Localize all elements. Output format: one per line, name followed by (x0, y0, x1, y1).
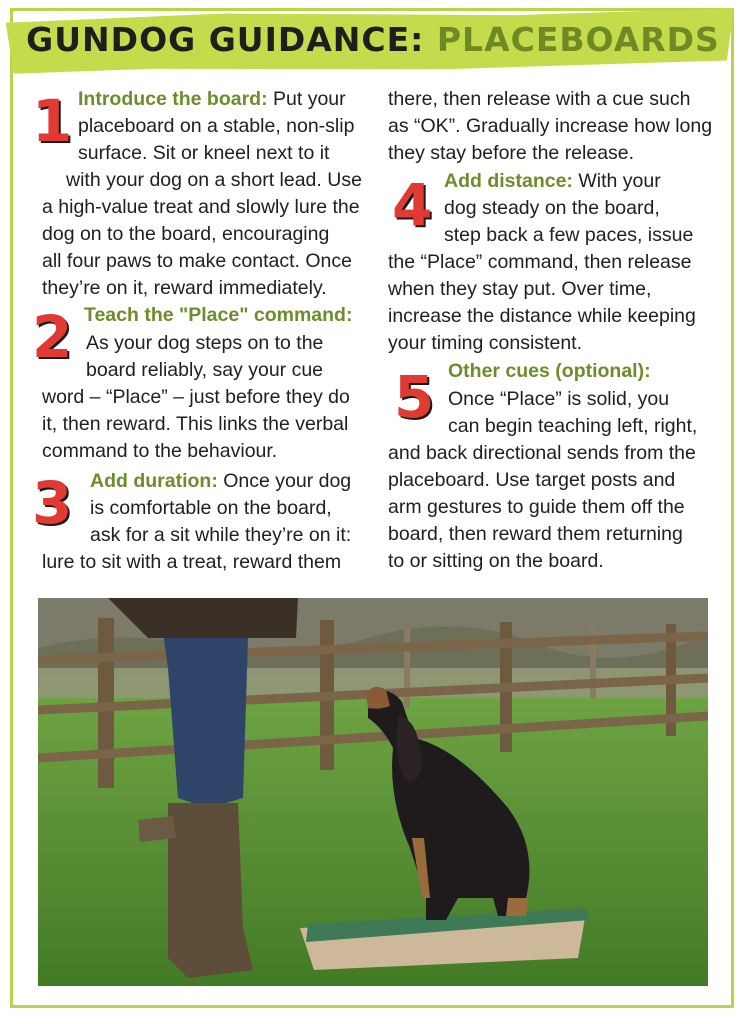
step-heading: Teach the "Place" command: (84, 304, 353, 326)
step-line: all four paws to make contact. Once (42, 250, 352, 272)
step-line: placeboard on a stable, non-slip (78, 115, 355, 137)
step-line: word – “Place” – just before they do (42, 386, 350, 408)
step-line: there, then release with a cue such (388, 88, 691, 110)
step-heading: Add duration: (90, 470, 218, 492)
step-line: placeboard. Use target posts and (388, 469, 676, 491)
step-line: As your dog steps on to the (86, 332, 324, 354)
step-line: increase the distance while keeping (388, 305, 696, 327)
photo-dog-on-placeboard (38, 598, 708, 986)
step-line: Add duration: Once your dog (90, 470, 352, 492)
title-accent: PLACEBOARDS (436, 20, 720, 59)
step-line: they stay before the release. (388, 142, 635, 164)
step-line: step back a few paces, issue (444, 224, 694, 246)
step-number: 1 (32, 87, 73, 155)
step-line: is comfortable on the board, (90, 497, 332, 519)
step-line: lure to sit with a treat, reward them (42, 551, 342, 573)
step-line: your timing consistent. (388, 332, 583, 354)
step-line (84, 302, 352, 329)
step-line: surface. Sit or kneel next to it (78, 142, 330, 164)
step-line: when they stay put. Over time, (388, 278, 652, 300)
step-line: to or sitting on the board. (388, 550, 604, 572)
step-heading: Introduce the board: (78, 88, 268, 110)
step-heading: Other cues (optional): (448, 360, 651, 382)
step-line (448, 358, 651, 385)
step-heading: Add distance: (444, 170, 573, 192)
step-number: 3 (32, 469, 73, 537)
step-line: Introduce the board: Put your (78, 88, 346, 110)
step-line: Add distance: With your (444, 170, 661, 192)
step-line: board reliably, say your cue (86, 359, 324, 381)
step-number: 5 (394, 363, 435, 431)
step-line: board, then reward them returning (388, 523, 683, 545)
step-line: ask for a sit while they’re on it: (90, 524, 352, 546)
step-line: a high-value treat and slowly lure the (42, 196, 360, 218)
step-number: 4 (392, 171, 433, 239)
step-line: can begin teaching left, right, (448, 415, 698, 437)
step-line: Once “Place” is solid, you (448, 388, 670, 410)
step-line: as “OK”. Gradually increase how long (388, 115, 713, 137)
step-number: 2 (32, 303, 73, 371)
step-line: arm gestures to guide them off the (388, 496, 685, 518)
step-line: dog on to the board, encouraging (42, 223, 330, 245)
step-line: with your dog on a short lead. Use (66, 169, 362, 191)
step-line: the “Place” command, then release (388, 251, 692, 273)
step-line: command to the behaviour. (42, 440, 278, 462)
step-line: and back directional sends from the (388, 442, 696, 464)
page-title (0, 20, 746, 59)
step-line: they’re on it, reward immediately. (42, 277, 327, 299)
step-line: it, then reward. This links the verbal (42, 413, 349, 435)
photo-illustration (38, 598, 708, 986)
step-line: dog steady on the board, (444, 197, 660, 219)
title-main: GUNDOG GUIDANCE: (26, 20, 425, 59)
